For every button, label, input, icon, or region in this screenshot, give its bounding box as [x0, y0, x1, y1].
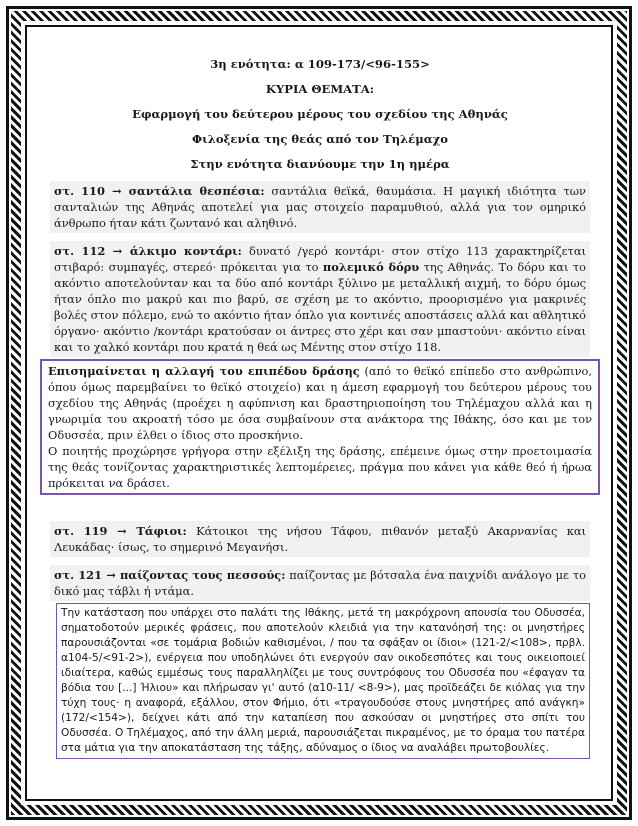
note-term: στ. 112 → άλκιμο κοντάρι:	[54, 244, 242, 258]
note-line-121	[50, 565, 590, 601]
box-text-2: Ο ποιητής προχώρησε γρήγορα στην εξέλιξη της δράσης, επέμεινε όμως στην προετοιμασία της θεάς τονίζοντας χαρακτηριστικές λεπτομέρειες, πράγμα που κάνει για κάθε θεό ή ήρωα πρόκειται να δράσει.	[48, 444, 592, 490]
note-text: παίζοντας με βότσαλα ένα παιχνίδι ανάλογο με το δικό μας τάβλι ή ντάμα.	[54, 568, 586, 598]
box-text: (από το θεϊκό επίπεδο στο ανθρώπινο, όπου όμως παρεμβαίνει το θεϊκό στοιχείο) και η άμεση εφαρμογή του δεύτερου μέρους του σχεδίου της Αθηνάς (προέχει η αφύπνιση και δραστηριοποίηση του Τηλέμαχου αλλά και η γνωριμία του ακροατή τόσο με όσα συμβαίνουν στα ανάκτορα της Ιθάκης, όσο και με τον Οδυσσέα, πριν έλθει ο ίδιος στο προσκήνιο.	[48, 364, 592, 442]
note-line-110	[50, 181, 590, 233]
note-line-112	[50, 241, 590, 357]
main-themes-label: ΚΥΡΙΑ ΘΕΜΑΤΑ:	[265, 82, 375, 96]
note-text: σαντάλια θεϊκά, θαυμάσια. Η μαγική ιδιότητα των σανταλιών της Αθηνάς αποτελεί για μας στοιχείο παραμυθιού, αλλά για τον ομηρικό άνθρωπο ήταν κάτι ζωντανό και αληθινό.	[54, 184, 586, 230]
commentary-box-palace	[56, 603, 590, 759]
note-term: στ. 121 → παίζοντας τους πεσσούς:	[54, 568, 286, 582]
commentary-box-action-level	[40, 359, 600, 495]
note-text: Κάτοικοι της νήσου Τάφου, πιθανόν μεταξύ Ακαρνανίας και Λευκάδας· ίσως, το σημερινό Μεγανήσι.	[54, 524, 586, 554]
note-line-119	[50, 521, 590, 557]
note-text: της Αθηνάς. Το δόρυ και το ακόντιο αποτελούνταν και τα δύο από κοντάρι ξύλινο με μεταλλική αιχμή, το δόρυ όμως ήταν όπλο πιο μακρύ και πιο βαρύ, σε σχέση με το ακόντιο, προορισμένο για μακρινές βολές στον πόλεμο, ενώ το ακόντιο ήταν όπλο για κοντινές αποστάσεις αλλά και αθλητικό όργανο· ακόντιο /κοντάρι κρατούσαν οι άντρες στο χέρι και σαν μπαστούνι· ακόντιο είναι και το χαλκό κοντάρι που κρατά η θεά ως Μέντης στον στίχο 118.	[54, 260, 587, 354]
unit-title: 3η ενότητα: α 109-173/<96-155>	[210, 57, 430, 71]
document-body	[50, 56, 590, 759]
box-bold: Επισημαίνεται η αλλαγή του επιπέδου δράσης	[48, 364, 360, 378]
theme-1: Εφαρμογή του δεύτερου μέρους του σχεδίου της Αθηνάς	[132, 107, 508, 121]
theme-2: Φιλοξενία της θεάς από τον Τηλέμαχο	[191, 132, 448, 146]
theme-3: Στην ενότητα διανύουμε την 1η ημέρα	[190, 157, 450, 171]
note-term: στ. 110 → σαντάλια θεσπέσια:	[54, 184, 265, 198]
box-text: Την κατάσταση που υπάρχει στο παλάτι της Ιθάκης, μετά τη μακρόχρονη απουσία του Οδυσσέα, σηματοδοτούν μερικές φράσεις, που αποτελούν κλειδιά για την κατανόησή της: οι μνηστήρες παρουσιάζονται «σε τομάρια βοδιών καθισμένοι, / που τα σφάξαν οι ίδιοι» (121-2/<108>, πρβλ. α104-5/<91-2>), ενέργεια που υποδηλώνει ότι ενεργούν σαν οικοδεσπότες και τους οικειοποιεί ιδιαίτερα, καθώς εμμέσως τους παραλληλίζει με τους συντρόφους του Οδυσσέα που «έφαγαν τα βόδια του [...] Ήλιου» και πλήρωσαν γι' αυτό (α10-11/ <8-9>), μας προϊδεάζει δε κιόλας για την τύχη τους· η αναφορά, εξάλλου, στον Φήμιο, ότι «τραγουδούσε στους μνηστήρες από ανάγκη» (172/<154>), δείχνει κάτι από την καταπίεση που ασκούσαν οι μνηστήρες στο σπίτι του Οδυσσέα. Ο Τηλέμαχος, από την άλλη μεριά, παρουσιάζεται πικραμένος, με το όραμα του πατέρα στα μάτια για την αποκατάσταση της τάξης, αδύναμος ο ίδιος να αναλάβει πρωτοβουλίες.	[61, 607, 585, 754]
note-bold: πολεμικό δόρυ	[322, 260, 420, 274]
note-term: στ. 119 → Τάφιοι:	[54, 524, 187, 538]
note-text: δυνατό /γερό κοντάρι· στον στίχο 113 χαρακτηρίζεται στιβαρό: συμπαγές, στερεό· πρόκειται για το	[54, 244, 586, 274]
